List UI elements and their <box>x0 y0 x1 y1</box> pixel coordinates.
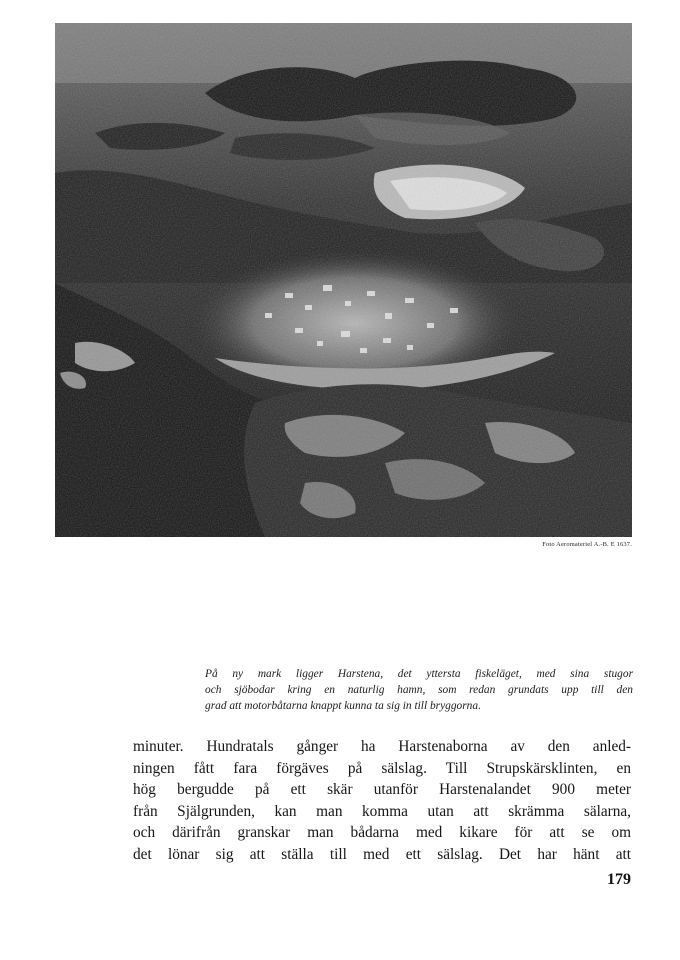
body-paragraph <box>133 736 631 866</box>
aerial-photo <box>55 23 632 537</box>
body-line: det lönar sig att ställa till med ett sälslag. Det har hänt att <box>133 845 631 863</box>
photo-caption <box>205 666 633 714</box>
body-line: hög bergudde på ett skär utanför Harstenalandet 900 meter <box>133 781 631 799</box>
photo-credit: Foto Aeromateriel A.-B. E 1637. <box>542 541 632 548</box>
body-line: och därifrån granskar man bådarna med kikare för att se om <box>133 824 631 842</box>
body-line: från Själgrunden, kan man komma utan att skrämma sälarna, <box>133 802 631 820</box>
caption-line: På ny mark ligger Harstena, det yttersta fiskeläget, med sina stugor <box>205 668 633 680</box>
caption-line: och sjöbodar kring en naturlig hamn, som redan grundats upp till den <box>205 684 633 696</box>
aerial-photo-illustration <box>55 23 632 537</box>
caption-line: grad att motorbåtarna knappt kunna ta sig in till bryggorna. <box>205 700 481 712</box>
page-number: 179 <box>607 871 631 888</box>
body-line: minuter. Hundratals gånger ha Harstenaborna av den anled- <box>133 738 631 755</box>
body-line: ningen fått fara förgäves på sälslag. Till Strupskärsklinten, en <box>133 759 631 777</box>
